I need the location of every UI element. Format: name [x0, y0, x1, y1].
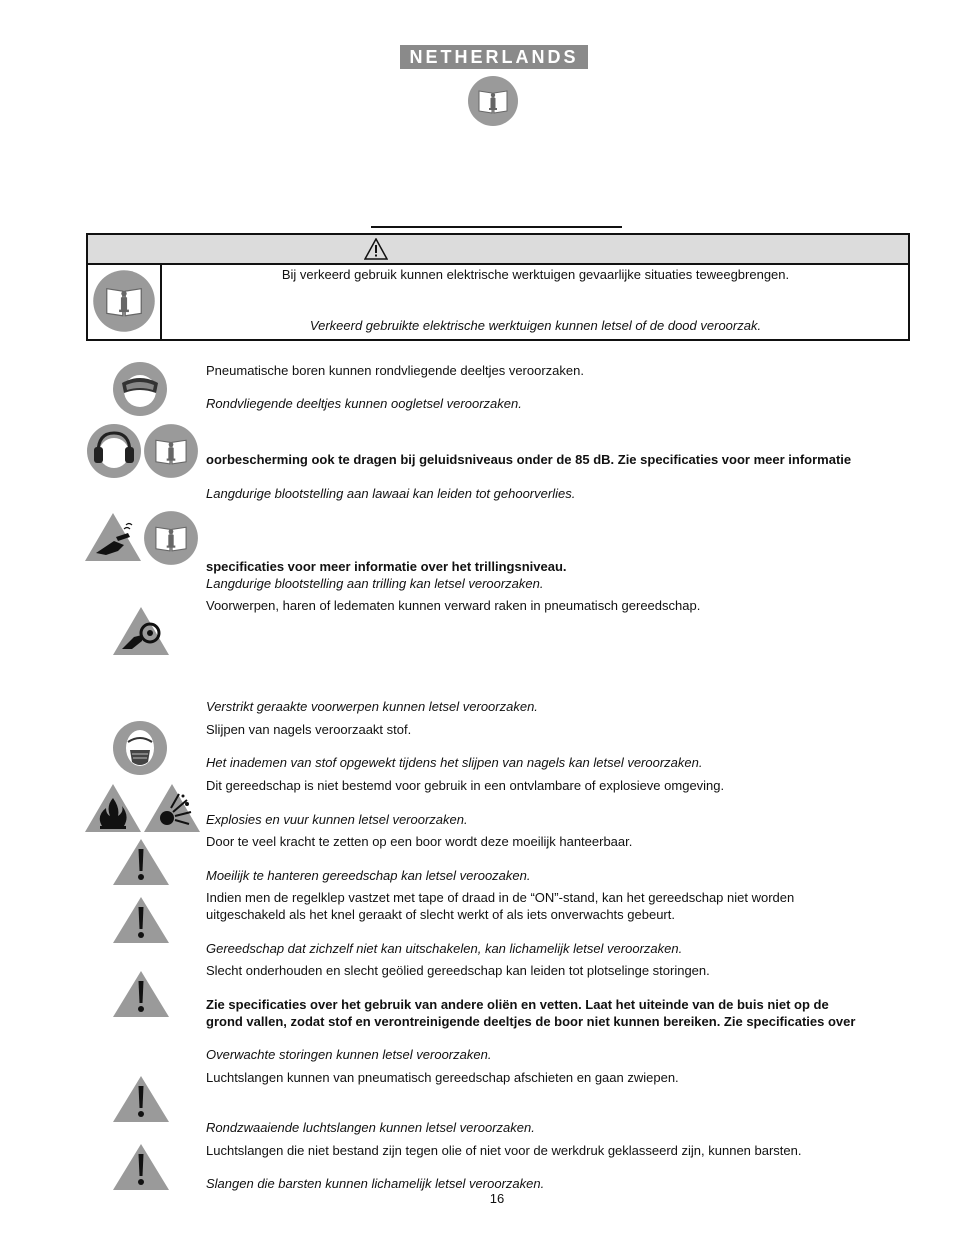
item-consequence: Verstrikt geraakte voorwerpen kunnen letsel veroorzaken.: [206, 699, 538, 714]
item-text: oorbescherming ook te dragen bij geluidsniveaus onder de 85 dB. Zie specificaties voor meer informatie: [206, 452, 852, 467]
hand-vibration-warning-icon: [84, 511, 142, 563]
respirator-mask-icon: [112, 720, 168, 776]
exclamation-warning-icon: [112, 895, 170, 945]
item-text: Slijpen van nagels veroorzaakt stof.: [206, 722, 412, 737]
item-consequence: Slangen die barsten kunnen lichamelijk letsel veroorzaken.: [206, 1176, 545, 1191]
language-banner: NETHERLANDS: [400, 45, 588, 69]
item-text: specificaties voor meer informatie over het trillingsniveau.: [206, 559, 567, 574]
page-number: 16: [489, 1191, 505, 1206]
title-underline: [371, 226, 622, 228]
manual-info-icon: [92, 269, 156, 333]
item-consequence: Gereedschap dat zichzelf niet kan uitschakelen, kan lichamelijk letsel veroorzaken.: [206, 941, 683, 956]
item-consequence: Explosies en vuur kunnen letsel veroorzaken.: [206, 812, 468, 827]
item-text: Pneumatische boren kunnen rondvliegende deeltjes veroorzaken.: [206, 363, 584, 378]
exclamation-warning-icon: [112, 837, 170, 887]
warning-left-cell: [88, 265, 162, 339]
item-text: Luchtslangen die niet bestand zijn tegen olie of niet voor de werkdruk geklasseerd zijn, kunnen barsten.: [206, 1143, 802, 1158]
item-text: Door te veel kracht te zetten op een boor wordt deze moeilijk hanteerbaar.: [206, 834, 633, 849]
exclamation-warning-icon: [112, 969, 170, 1019]
item-text: Dit gereedschap is niet bestemd voor gebruik in een ontvlambare of explosieve omgeving.: [206, 778, 725, 793]
item-consequence: Langdurige blootstelling aan trilling kan letsel veroorzaken.: [206, 576, 544, 591]
item-text: grond vallen, zodat stof en verontreinigende deeltjes de boor niet kunnen bereiken. Zie specificaties over: [206, 1014, 856, 1029]
manual-info-icon: [143, 510, 199, 566]
item-consequence: Langdurige blootstelling aan lawaai kan leiden tot gehoorverlies.: [206, 486, 576, 501]
item-consequence: Rondzwaaiende luchtslangen kunnen letsel veroorzaken.: [206, 1120, 535, 1135]
exclamation-warning-icon: [112, 1142, 170, 1192]
item-text: Slecht onderhouden en slecht geölied gereedschap kan leiden tot plotselinge storingen.: [206, 963, 710, 978]
warning-triangle-icon: [364, 238, 388, 260]
warning-text: Bij verkeerd gebruik kunnen elektrische werktuigen gevaarlijke situaties teweegbrengen.: [281, 267, 790, 282]
warning-consequence: Verkeerd gebruikte elektrische werktuigen kunnen letsel of de dood veroorzak.: [309, 318, 762, 333]
item-text: uitgeschakeld als het knel geraakt of slecht werkt of als iets onverwachts gebeurt.: [206, 907, 675, 922]
ear-protection-icon: [86, 423, 142, 479]
flammable-warning-icon: [84, 782, 142, 834]
item-consequence: Het inademen van stof opgewekt tijdens het slijpen van nagels kan letsel veroorzaken.: [206, 755, 703, 770]
warning-header: [88, 235, 908, 265]
entanglement-warning-icon: [112, 605, 170, 657]
item-text: Zie specificaties over het gebruik van andere oliën en vetten. Laat het uiteinde van de buis niet op de: [206, 997, 829, 1012]
item-consequence: Rondvliegende deeltjes kunnen oogletsel veroorzaken.: [206, 396, 522, 411]
manual-info-icon: [467, 75, 519, 132]
item-text: Voorwerpen, haren of ledematen kunnen verward raken in pneumatisch gereedschap.: [206, 598, 701, 613]
item-consequence: Overwachte storingen kunnen letsel veroorzaken.: [206, 1047, 492, 1062]
exclamation-warning-icon: [112, 1074, 170, 1124]
item-consequence: Moeilijk te hanteren gereedschap kan letsel veroozaken.: [206, 868, 531, 883]
item-text: Luchtslangen kunnen van pneumatisch gereedschap afschieten en gaan zwiepen.: [206, 1070, 679, 1085]
item-text: Indien men de regelklep vastzet met tape of draad in de “ON”-stand, kan het gereedschap niet worden: [206, 890, 795, 905]
safety-goggles-icon: [112, 361, 168, 417]
explosive-warning-icon: [143, 782, 201, 834]
warning-box: [86, 233, 910, 341]
manual-info-icon: [143, 423, 199, 479]
